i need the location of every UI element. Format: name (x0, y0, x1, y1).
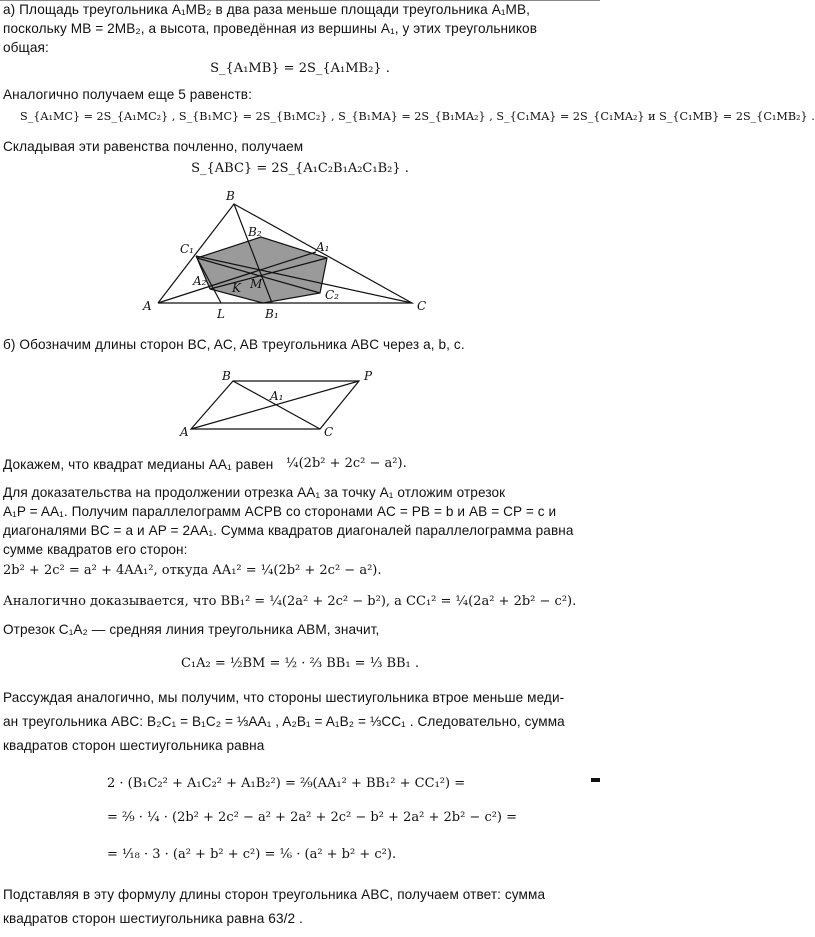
fig1-label-l: L (217, 307, 225, 321)
prove-text: Докажем, что квадрат медианы AA₁ равен (3, 457, 274, 472)
proof-line-2: A₁P = AA₁. Получим параллелограмм ACPB со сторонами AC = PB = b и AB = CP = c и (3, 504, 557, 519)
equation-7-line-2: = ²⁄₉ · ¼ · (2b² + 2c² − a² + 2a² + 2c² − b² + 2a² + 2b² − c²) = (107, 810, 518, 825)
conclusion-line-2: квадратов сторон шестиугольника равна 63/2 . (3, 911, 303, 926)
proof-line-4: сумме квадратов его сторон: (3, 542, 188, 557)
segment-text: Отрезок C₁A₂ — средняя линия треугольника ABM, значит, (3, 622, 380, 637)
fig1-label-m: M (250, 277, 263, 291)
fig1-label-b1: B₁ (265, 307, 279, 321)
hex-line-1: Рассуждая аналогично, мы получим, что стороны шестиугольника втрое меньше меди- (3, 690, 565, 705)
equation-2: S_{A₁MC} = 2S_{A₁MC₂} , S_{B₁MC} = 2S_{B₁MC₂} , S_{B₁MA} = 2S_{B₁MA₂} , S_{C₁MA} = 2S_{C₁MA₂} и S_{C₁MB} = 2S_{C₁MB₂} . (20, 110, 815, 123)
fig2-label-c: C (324, 425, 334, 439)
conclusion-line-1: Подставляя в эту формулу длины сторон треугольника ABC, получаем ответ: сумма (3, 887, 546, 902)
similar-text: Аналогично получаем еще 5 равенств: (3, 87, 252, 102)
fig1-label-c1: C₁ (180, 242, 194, 256)
fig2-label-a: A (180, 425, 189, 439)
fig2-label-b: B (222, 369, 231, 383)
para-a-line-3: общая: (3, 40, 49, 55)
proof-line-3: диагоналями BC = a и AP = 2AA₁. Сумма квадратов диагоналей параллелограмма равна (3, 523, 574, 538)
fig1-label-c2: C₂ (325, 288, 339, 302)
para-a-line-2: поскольку MB = 2MB₂, а высота, проведённая из вершины A₁, у этих треугольников (3, 21, 538, 36)
margin-mark (591, 778, 600, 782)
fig1-label-a2: A₂ (193, 274, 207, 288)
equation-7-line-1: 2 · (B₁C₂² + A₁C₂² + A₁B₂²) = ²⁄₉(AA₁² + BB₁² + CC₁²) = (107, 776, 466, 791)
proof-line-1: Для доказательства на продолжении отрезка AA₁ за точку A₁ отложим отрезок (3, 485, 506, 500)
para-b: б) Обозначим длины сторон BC, AC, AB треугольника ABC через a, b, c. (3, 337, 465, 352)
para-a-line-1: а) Площадь треугольника A₁MB₂ в два раза меньше площади треугольника A₁MB, (3, 2, 531, 17)
equation-1: S_{A₁MB} = 2S_{A₁MB₂} . (210, 61, 390, 76)
fig1-label-a1: A₁ (316, 240, 330, 254)
equation-7-line-3: = ¹⁄₁₈ · 3 · (a² + b² + c²) = ⅙ · (a² + b² + c²). (107, 847, 397, 862)
equation-6: C₁A₂ = ½BM = ½ · ⅔ BB₁ = ⅓ BB₁ . (180, 656, 420, 671)
fig1-label-k: K (232, 281, 241, 295)
fig1-label-a: A (143, 299, 152, 313)
hex-line-3: квадратов сторон шестиугольника равна (3, 738, 265, 753)
equation-3: S_{ABC} = 2S_{A₁C₂B₁A₂C₁B₂} . (191, 161, 409, 176)
prove-formula: ¼(2b² + 2c² − a²). (286, 456, 407, 471)
equation-4: 2b² + 2c² = a² + 4AA₁², откуда AA₁² = ¼(2b² + 2c² − a²). (3, 563, 382, 578)
sum-text: Складывая эти равенства почленно, получаем (3, 139, 304, 154)
fig1-label-b2: B₂ (248, 225, 262, 239)
equation-5: Аналогично доказывается, что BB₁² = ¼(2a² + 2c² − b²), а CC₁² = ¼(2a² + 2b² − c²). (3, 594, 577, 609)
fig1-label-b: B (226, 189, 235, 203)
fig2-label-p: P (364, 369, 373, 383)
fig2-label-a1: A₁ (270, 389, 284, 403)
hex-line-2: ан треугольника ABC: B₂C₁ = B₁C₂ = ⅓AA₁ , A₂B₁ = A₁B₂ = ⅓CC₁ . Следовательно, сумма (3, 714, 565, 729)
fig1-label-c: C (417, 299, 427, 313)
